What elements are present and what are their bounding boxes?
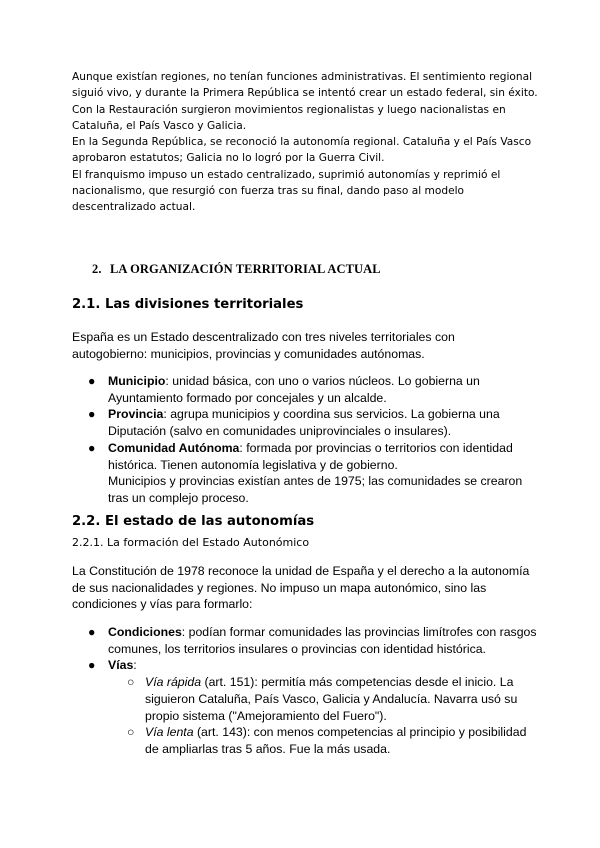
- bullet-icon: ●: [88, 658, 96, 673]
- paragraph-divisiones: España es un Estado descentralizado con tres niveles territoriales con autogobierno: municipios, provincias y comunidades autónomas.: [72, 330, 455, 361]
- sub-list-item: [72, 674, 542, 724]
- bullet-list-autonomias: [72, 624, 542, 758]
- definition: : podían formar comunidades las provincias limítrofes con rasgos comunes, los territorios insulares o provincias con identidad histórica.: [108, 625, 537, 656]
- term: Provincia: [108, 407, 164, 422]
- term: Vía lenta: [145, 725, 194, 740]
- subsection-heading-2-2: 2.2. El estado de las autonomías: [72, 514, 315, 529]
- bullet-list-divisiones: [72, 373, 542, 507]
- subsection-heading-2-1: 2.1. Las divisiones territoriales: [72, 297, 304, 312]
- list-item: [72, 624, 542, 657]
- ring-bullet-icon: ○: [127, 675, 135, 690]
- term: Vías: [108, 658, 134, 673]
- definition: (art. 151): permitía más competencias desde el inicio. La siguieron Cataluña, País Vasco, Galicia y Andalucía. Navarra usó su propio sistema ("Amejoramiento del Fuero").: [145, 675, 518, 723]
- intro-text: [72, 69, 542, 216]
- ring-bullet-icon: ○: [127, 725, 135, 740]
- bullet-icon: ●: [88, 625, 96, 639]
- term: Municipio: [108, 374, 166, 388]
- definition: : formada por provincias o territorios con identidad histórica. Tienen autonomía legislativa y de gobierno.: [108, 440, 513, 472]
- section-title: LA ORGANIZACIÓN TERRITORIAL ACTUAL: [110, 262, 381, 276]
- list-item: [72, 373, 542, 406]
- intro-paragraph: Aunque existían regiones, no tenían funciones administrativas. El sentimiento regional siguió vivo, y durante la Primera República se intentó crear un estado federal, sin éxito.: [72, 71, 538, 100]
- term: Comunidad Autónoma: [108, 440, 240, 455]
- list-item: [72, 406, 542, 439]
- intro-paragraph: En la Segunda República, se reconoció la autonomía regional. Cataluña y el País Vasco aprobaron estatutos; Galicia no lo logró por la Guerra Civil.: [72, 136, 532, 165]
- section-heading: [92, 262, 381, 277]
- list-item: [72, 657, 542, 674]
- definition: :: [133, 658, 137, 673]
- intro-paragraph: El franquismo impuso un estado centralizado, suprimió autonomías y reprimió el nacionalismo, que resurgió con fuerza tras su final, dando paso al modelo descentralizado actual.: [72, 168, 501, 214]
- section-number: 2.: [92, 262, 102, 276]
- intro-paragraph: Con la Restauración surgieron movimientos regionalistas y luego nacionalistas en Cataluña, el País Vasco y Galicia.: [72, 103, 506, 132]
- paragraph-constitucion: La Constitución de 1978 reconoce la unidad de España y el derecho a la autonomía de sus nacionalidades y regiones. No impuso un mapa autonómico, sino las condiciones y vías para formarlo:: [72, 564, 530, 612]
- bullet-icon: ●: [88, 407, 96, 422]
- note: Municipios y provincias existían antes de 1975; las comunidades se crearon tras un complejo proceso.: [108, 474, 523, 505]
- list-item: [72, 440, 542, 507]
- bullet-icon: ●: [88, 374, 96, 388]
- definition: (art. 143): con menos competencias al principio y posibilidad de ampliarlas tras 5 años. Fue la más usada.: [145, 725, 527, 756]
- term: Condiciones: [108, 625, 182, 639]
- definition: : agrupa municipios y coordina sus servicios. La gobierna una Diputación (salvo en comunidades uniprovinciales o insulares).: [108, 407, 500, 439]
- definition: : unidad básica, con uno o varios núcleos. Lo gobierna un Ayuntamiento formado por concejales y un alcalde.: [108, 374, 480, 405]
- bullet-icon: ●: [88, 440, 96, 455]
- subsubsection-heading: 2.2.1. La formación del Estado Autonómico: [72, 536, 310, 549]
- sub-list-item: [72, 724, 542, 757]
- term: Vía rápida: [145, 675, 202, 690]
